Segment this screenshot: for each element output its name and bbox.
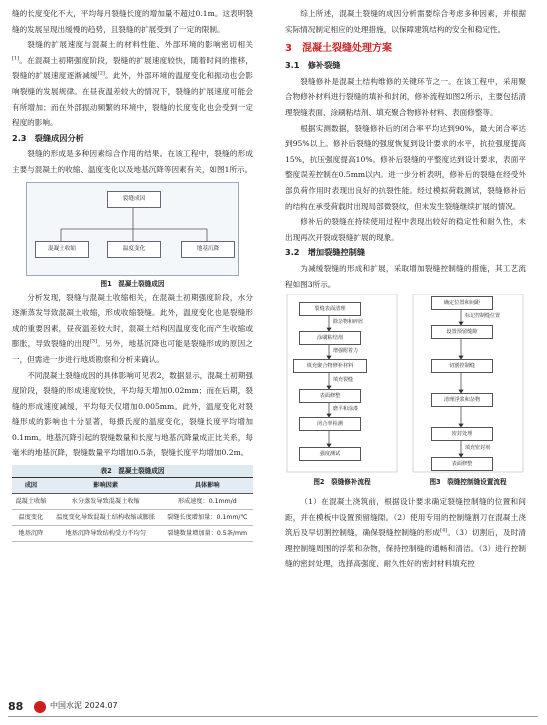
paragraph: 分析发现，裂缝与混凝土收缩相关，在混凝土初期强度阶段，水分逐渐蒸发导致混凝土收缩，形成收缩裂缝。此外，温度变化也是裂缝形成的重要因素，昼夜温差较大时，混凝土结构因温度变化而产生收缩或膨胀，导致裂缝的出现[3]。另外，地基沉降也可能是裂缝形成的原因之一，但需进一步进行地质勘察和分析来确认。 (12, 292, 253, 364)
table-header: 成因 (12, 478, 50, 494)
section-heading: 2.3 裂缝成因分析 (12, 132, 84, 143)
table-header: 影响因素 (50, 478, 162, 494)
paragraph: 综上所述，混凝土裂缝的成因分析需要综合考虑多种因素，并根据实际情况制定相应的处理措施，以保障建筑结构的安全和稳定性。 (285, 9, 526, 34)
footer-divider (8, 716, 538, 717)
fig3-note: 填充密封剂 (465, 445, 491, 452)
right-column (285, 6, 526, 572)
figure-2-caption: 图2 裂缝修补流程 (313, 478, 371, 487)
chapter-heading: 3 混凝土裂缝处理方案 (285, 43, 392, 55)
section-heading: 3.2 增加裂缝控制缝 (285, 247, 366, 258)
journal-logo-icon (34, 701, 46, 713)
fig2-step: 闭合率检测 (299, 417, 361, 431)
fig1-node-shrinkage: 混凝土收缩 (35, 241, 89, 258)
fig2-step: 涂刷粘结剂 (299, 331, 361, 345)
paragraph: 裂缝的扩展速度与混凝土的材料性能、外部环境的影响密切相关[1]。在混凝土初期强度阶段，裂缝的扩展速度较快，随着时间的推移，裂缝的扩展速度逐渐减缓[2]。此外，外部环境的温度变化和振动也会影响裂缝的发展规律。在昼夜温差较大的情况下，裂缝的扩展速度可能会有所增加；而在外部振动频繁的环境中，裂缝的长度变化也会受到一定程度的影响。 (12, 40, 253, 128)
fig2-note: 磨平和涂漆 (333, 406, 359, 413)
fig2-note: 除杂物和碎屑 (333, 319, 364, 326)
fig1-node-temperature: 温度变化 (107, 241, 161, 258)
paragraph: 裂缝的形成是多种因素综合作用的结果。在该工程中，裂缝的形成主要与混凝土的收缩、温度变化以及地基沉降等因素有关，如图1所示。 (12, 149, 253, 174)
fig3-step: 清理浮浆和杂物 (431, 393, 493, 407)
table-row (12, 510, 253, 526)
table-cell: 地基沉降 (12, 526, 50, 542)
paragraph: 为减缓裂缝的形成和扩展，采取增加裂缝控制缝的措施，其工艺流程如图3所示。 (285, 263, 526, 289)
fig3-step: 设置预留缝隙 (431, 325, 493, 339)
paragraph: 缝的长度变化不大，平均每月裂缝长度的增加量不超过0.1m。这表明裂缝的发展呈现出缓慢的趋势，且裂缝的扩展受到了一定的限制。 (12, 9, 253, 34)
page-footer (0, 690, 547, 725)
fig3-step: 密封处理 (431, 427, 493, 441)
table-header: 具体影响 (161, 478, 253, 494)
left-column (12, 6, 253, 542)
table-cell: 温度变化导致混凝土结构收缩或膨胀 (50, 510, 162, 526)
paragraph: 根据实测数据，裂缝修补后的闭合率平均达到90%，最大闭合率达到95%以上。修补后裂缝的强度恢复到设计要求的水平，抗拉强度提高15%，抗压强度提高10%。修补后裂缝的平整度达到设计要求，表面平整度误差控制在0.5mm以内。进一步分析表明，修补后的裂缝在经受外部负荷作用时表现出良好的抗裂性能。经过模拟荷载测试，裂缝修补后的结构在承受荷载时出现局部微裂纹，但未发生裂缝继续扩展的情况。 (285, 123, 526, 211)
page-number: 88 (8, 700, 24, 713)
section-heading: 3.1 修补裂缝 (285, 60, 341, 71)
table-cell: 地基沉降导致结构受力不均匀 (50, 526, 162, 542)
paragraph: 裂缝修补是混凝土结构维修的关键环节之一。在该工程中，采用聚合物修补材料进行裂缝的填补和封闭，修补流程如图2所示，主要包括清理裂缝表面、涂刷粘结剂、填充聚合物修补材料、表面修整等。 (285, 76, 526, 117)
paragraph: 修补后的裂缝在持续使用过程中表现出较好的稳定性和耐久性，未出现再次开裂或裂缝扩展的现象。 (285, 217, 526, 242)
table-cell: 裂缝数量增加量：0.5条/mm (161, 526, 253, 542)
fig2-note: 填充裂缝 (333, 377, 354, 384)
journal-name: 中国水泥 2024.07 (50, 701, 118, 710)
table-row (12, 494, 253, 510)
fig3-note: 标记控制缝位置 (465, 313, 501, 320)
table-cell: 温度变化 (12, 510, 50, 526)
figures-2-3 (285, 294, 526, 494)
figure-1 (26, 182, 239, 276)
table-cell: 水分蒸发导致混凝土收缩 (50, 494, 162, 510)
table-header-row (12, 478, 253, 494)
table-row (12, 526, 253, 542)
figure-3-caption: 图3 裂缝控制缝设置流程 (429, 478, 507, 487)
fig2-step: 裂缝表面清理 (299, 302, 361, 316)
fig3-step: 确定位置和间距 (431, 296, 493, 310)
fig3-step: 切割控制缝 (431, 359, 493, 373)
fig2-note: 增强附着力 (333, 348, 359, 355)
fig2-step: 填充聚合物修补材料 (293, 359, 367, 373)
figure-1-caption: 图1 混凝土裂缝成因 (100, 279, 165, 288)
fig2-step: 表面修整 (299, 389, 361, 403)
fig1-root-node: 裂缝成因 (107, 191, 161, 208)
fig3-step: 表面修整 (431, 457, 493, 471)
table-2 (12, 477, 253, 542)
table-2-caption: 表2 混凝土裂缝成因 (12, 465, 253, 477)
paragraph: 不同混凝土裂缝成因的具体影响可见表2，数据显示，混凝土初期强度阶段，裂缝的形成速度较快，平均每天增加0.02mm；而在后期，裂缝的形成速度减缓，平均每天仅增加0.005mm。此外，温度变化对裂缝形成的影响也十分显著，每摄氏度的温度变化，裂缝长度平均增加0.1mm。地基沉降引起的裂缝数量和长度与地基沉降量成正比关系，每毫米的地基沉降，裂缝数量平均增加0.5条，裂缝长度平均增加0.2m。 (12, 370, 253, 458)
fig1-node-settlement: 地基沉降 (181, 241, 235, 258)
table-cell: 裂缝长度增加量：0.1mm/℃ (161, 510, 253, 526)
fig2-step: 强度测试 (299, 447, 361, 461)
table-cell: 形成速度：0.1mm/d (161, 494, 253, 510)
paragraph: （1）在混凝土浇筑前，根据设计要求确定裂缝控制缝的位置和间距，并在模板中设置预留缝隙。（2）使用专用的控制缝割刀在混凝土浇筑后及早切割控制缝，确保裂缝控制缝的形成[4]。（3）切割后，及时清理控制缝周围的浮浆和杂物，保持控制缝的通畅和清洁。（3）进行控制缝的密封处理，选择高强度、耐久性好的密封材料填充控 (285, 497, 526, 569)
table-cell: 混凝土收缩 (12, 494, 50, 510)
